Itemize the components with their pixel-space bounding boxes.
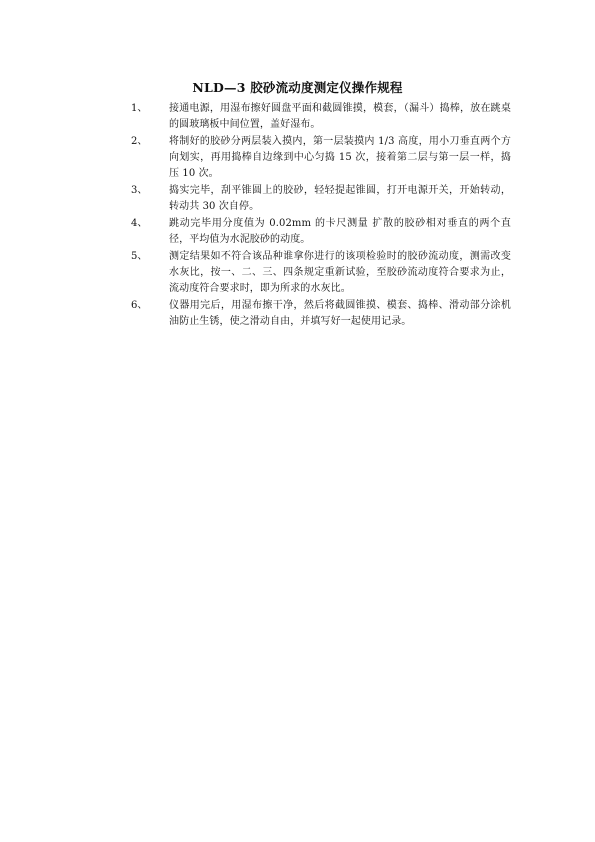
procedure-step xyxy=(131,216,511,248)
step-text: 捣实完毕，刮平锥圆上的胶砂，轻轻提起锥圆，打开电源开关，开始转动，转动共 30 次自停。 xyxy=(169,185,511,212)
procedure-step xyxy=(131,249,511,297)
step-number: 4、 xyxy=(131,218,148,229)
procedure-step xyxy=(131,183,511,215)
step-number: 6、 xyxy=(131,300,148,311)
step-text: 跳动完毕用分度值为 0.02mm 的卡尺测量 扩散的胶砂相对垂直的两个直径，平均值为水泥胶砂的动度。 xyxy=(169,218,511,245)
step-text: 测定结果如不符合该品种谁拿你进行的该项检验时的胶砂流动度，测需改变水灰比，按一、二、三、四条规定重新试验，至胶砂流动度符合要求为止，流动度符合要求时，即为所求的水灰比。 xyxy=(169,251,511,294)
procedure-list xyxy=(131,101,511,331)
step-number: 1、 xyxy=(131,103,148,114)
step-number: 5、 xyxy=(131,251,148,262)
step-text: 将制好的胶砂分两层装入摸内，第一层装摸内 1/3 高度，用小刀垂直两个方向划实，再用捣棒自边缘到中心匀捣 15 次，接着第二层与第一层一样，捣压 10 次。 xyxy=(169,136,511,179)
step-number: 2、 xyxy=(131,136,148,147)
procedure-step xyxy=(131,134,511,182)
step-text: 仪器用完后，用湿布擦干净，然后将截圆锥摸、模套、捣棒、滑动部分涂机油防止生锈，使之滑动自由，并填写好一起使用记录。 xyxy=(169,300,511,327)
document-title: NLD—3 胶砂流动度测定仪操作规程 xyxy=(192,80,403,95)
procedure-step xyxy=(131,101,511,133)
procedure-step xyxy=(131,298,511,330)
step-number: 3、 xyxy=(131,185,148,196)
step-text: 接通电源，用湿布擦好圆盘平面和截圆锥摸，模套，（漏斗）捣棒，放在跳桌的圆玻璃板中间位置，盖好湿布。 xyxy=(169,103,511,130)
